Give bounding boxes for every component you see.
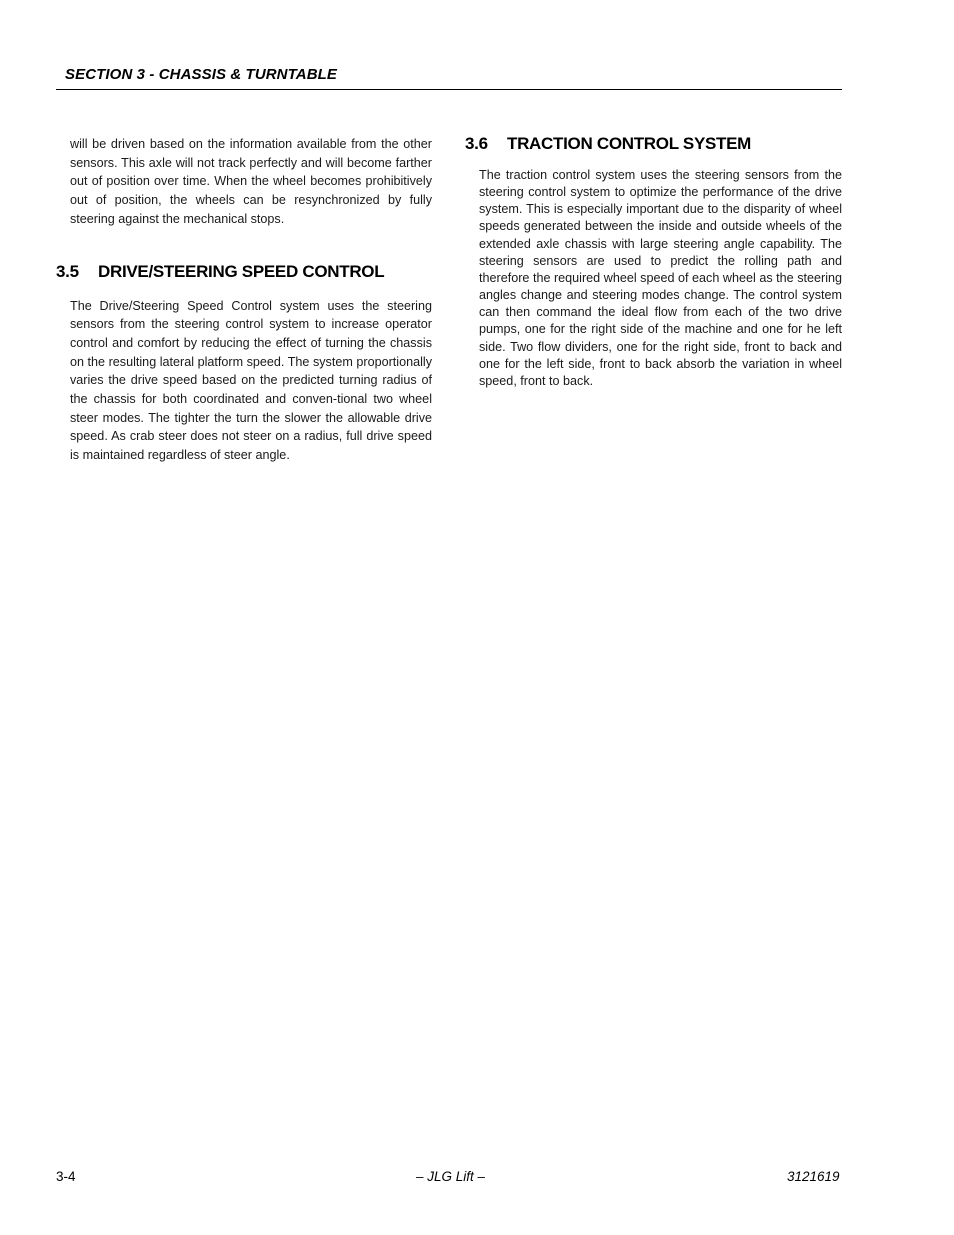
section-3-6-heading [465, 135, 842, 157]
document-number: 3121619 [787, 1169, 840, 1184]
page-header [56, 64, 842, 90]
section-3-5-heading [56, 263, 432, 285]
section-heading-title: DRIVE/STEERING SPEED CONTROL [98, 261, 385, 281]
right-column [465, 135, 842, 390]
page-number: 3-4 [56, 1169, 76, 1184]
left-column [56, 135, 432, 465]
section-3-6-body: The traction control system uses the steering sensors from the steering control system to optimize the performance of the drive system. This is especially important due to the disparity of wheel speeds generated between the inside and outside wheels of the extended axle chassis with large steering angle capability. The steering sensors are used to predict the rolling path and therefore the required wheel speed of each wheel as the steering angles change and steering modes change. The control system can then command the ideal flow from each of the two drive pumps, one for the right side of the machine and one for he left side. Two flow dividers, one for the right side, front to back and one for the left side, front to back absorb the variation in wheel speed, front to back. [479, 168, 842, 388]
intro-paragraph: will be driven based on the information available from the other sensors. This axle will not track perfectly and will become farther out of position over time. When the wheel becomes prohibitively out of position, the wheels can be resynchronized by fully steering against the mechanical stops. [70, 137, 432, 226]
footer-brand: – JLG Lift – [416, 1169, 486, 1184]
section-heading-title: TRACTION CONTROL SYSTEM [507, 134, 752, 153]
section-number: 3.5 [56, 261, 79, 281]
section-number: 3.6 [465, 134, 488, 153]
section-3-5-body: The Drive/Steering Speed Control system uses the steering sensors from the steering control system to increase operator control and comfort by reducing the effect of turning the chassis on the resulting lateral platform speed. The system proportionally varies the drive speed based on the predicted turning radius of the chassis for both coordinated and conven-tional two wheel steer modes. The tighter the turn the slower the allowable drive speed. As crab steer does not steer on a radius, full drive speed is maintained regardless of steer angle. [70, 298, 432, 463]
section-title: SECTION 3 - CHASSIS & TURNTABLE [65, 66, 338, 83]
